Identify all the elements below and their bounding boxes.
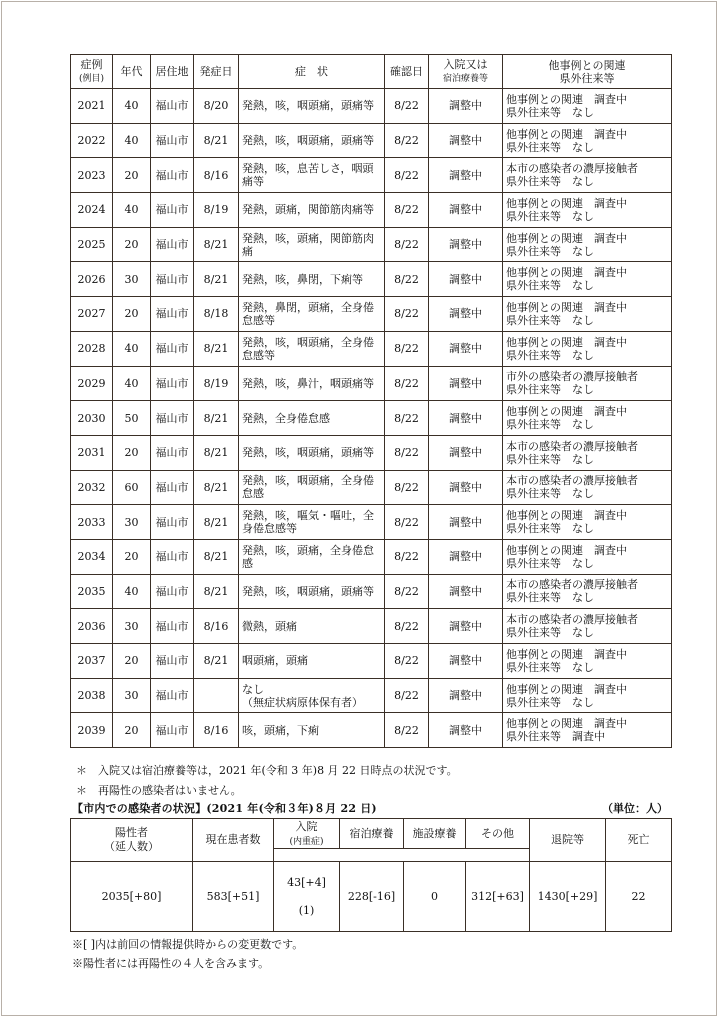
age-cell: 50	[113, 401, 151, 436]
residence-cell: 福山市	[151, 539, 194, 574]
travel-line: 県外往来等 調査中	[506, 730, 605, 744]
summary-discharged-value: 1430[+29]	[530, 862, 606, 932]
onset-cell: 8/21	[194, 401, 239, 436]
age-cell: 20	[113, 713, 151, 748]
confirmed-cell: 8/22	[385, 262, 429, 297]
age-cell: 20	[113, 539, 151, 574]
relation-line: 本市の感染者の濃厚接触者	[506, 613, 638, 627]
relation-cell	[503, 262, 672, 297]
summary-unit: （単位：人）	[602, 802, 668, 815]
case-id-cell: 2039	[71, 713, 113, 748]
symptoms-cell: 発熱，咳，頭痛，全身倦怠感	[239, 539, 385, 574]
status-cell: 調整中	[429, 158, 503, 193]
onset-cell: 8/21	[194, 262, 239, 297]
onset-cell: 8/19	[194, 193, 239, 228]
symptoms-cell: 発熱，咳，頭痛，関節筋肉痛	[239, 227, 385, 262]
summary-inpatient-value: 43[+4] (1)	[274, 862, 340, 932]
status-cell: 調整中	[429, 644, 503, 679]
status-cell: 調整中	[429, 262, 503, 297]
relation-line: 他事例との関連 調査中	[506, 231, 627, 245]
travel-line: 県外往来等 なし	[506, 522, 594, 536]
relation-cell	[503, 470, 672, 505]
symptoms-cell: 発熱，咳，息苦しさ，咽頭痛等	[239, 158, 385, 193]
onset-cell: 8/21	[194, 470, 239, 505]
relation-line: 他事例との関連 調査中	[506, 682, 627, 696]
case-id-cell: 2035	[71, 574, 113, 609]
table-row	[71, 609, 672, 644]
table-row	[71, 539, 672, 574]
relation-cell	[503, 678, 672, 713]
travel-line: 県外往来等 なし	[506, 209, 594, 223]
relation-cell	[503, 401, 672, 436]
header-hospitalization: 入院又は 宿泊療養等	[429, 55, 503, 89]
relation-cell	[503, 331, 672, 366]
relation-cell	[503, 123, 672, 158]
confirmed-cell: 8/22	[385, 331, 429, 366]
header-onset: 発症日	[194, 55, 239, 89]
table-row	[71, 193, 672, 228]
symptoms-cell: 発熱，咳，咽頭痛，頭痛等	[239, 123, 385, 158]
relation-cell	[503, 366, 672, 401]
age-cell: 40	[113, 193, 151, 228]
summary-header-facility: 施設療養	[404, 819, 466, 849]
table-row	[71, 678, 672, 713]
summary-header-current: 現在患者数	[193, 819, 274, 862]
confirmed-cell: 8/22	[385, 505, 429, 540]
confirmed-cell: 8/22	[385, 227, 429, 262]
relation-line: 他事例との関連 調査中	[506, 127, 627, 141]
footer-note: ※[ ]内は前回の情報提供時からの変更数です。	[72, 938, 304, 951]
residence-cell: 福山市	[151, 435, 194, 470]
travel-line: 県外往来等 なし	[506, 175, 594, 189]
summary-header-inpatient: 入院 (内重症)	[274, 819, 340, 849]
travel-line: 県外往来等 なし	[506, 348, 594, 362]
summary-facility-value: 0	[404, 862, 466, 932]
residence-cell: 福山市	[151, 644, 194, 679]
confirmed-cell: 8/22	[385, 644, 429, 679]
summary-death-value: 22	[606, 862, 672, 932]
confirmed-cell: 8/22	[385, 366, 429, 401]
cases-table-body	[71, 89, 672, 748]
relation-line: 他事例との関連 調査中	[506, 300, 627, 314]
symptoms-cell: 発熱，咳，咽頭痛，全身倦怠感	[239, 470, 385, 505]
symptoms-cell: なし （無症状病原体保有者）	[239, 678, 385, 713]
case-id-cell: 2033	[71, 505, 113, 540]
travel-line: 県外往来等 なし	[506, 452, 594, 466]
case-id-cell: 2036	[71, 609, 113, 644]
age-cell: 30	[113, 505, 151, 540]
status-cell: 調整中	[429, 539, 503, 574]
onset-cell: 8/21	[194, 644, 239, 679]
confirmed-cell: 8/22	[385, 470, 429, 505]
relation-cell	[503, 158, 672, 193]
status-cell: 調整中	[429, 193, 503, 228]
relation-line: 本市の感染者の濃厚接触者	[506, 578, 638, 592]
travel-line: 県外往来等 なし	[506, 244, 594, 258]
age-cell: 40	[113, 123, 151, 158]
age-cell: 30	[113, 678, 151, 713]
residence-cell: 福山市	[151, 678, 194, 713]
summary-header-lodging: 宿泊療養	[340, 819, 404, 849]
age-cell: 20	[113, 644, 151, 679]
relation-cell	[503, 227, 672, 262]
residence-cell: 福山市	[151, 123, 194, 158]
age-cell: 40	[113, 89, 151, 124]
case-id-cell: 2023	[71, 158, 113, 193]
relation-cell	[503, 505, 672, 540]
onset-cell: 8/21	[194, 227, 239, 262]
symptoms-cell: 発熱，咳，鼻閉，下痢等	[239, 262, 385, 297]
case-id-cell: 2031	[71, 435, 113, 470]
summary-table	[70, 818, 672, 932]
confirmed-cell: 8/22	[385, 539, 429, 574]
header-residence: 居住地	[151, 55, 194, 89]
header-relation: 他事例との関連 県外往来等	[503, 55, 672, 89]
footer-note: ※陽性者には再陽性の４人を含みます。	[72, 957, 270, 970]
document-page	[1, 1, 717, 1016]
onset-cell: 8/21	[194, 574, 239, 609]
symptoms-cell: 発熱，咳，咽頭痛，頭痛等	[239, 435, 385, 470]
onset-cell: 8/21	[194, 505, 239, 540]
confirmed-cell: 8/22	[385, 678, 429, 713]
onset-cell: 8/21	[194, 539, 239, 574]
relation-line: 本市の感染者の濃厚接触者	[506, 162, 638, 176]
case-id-cell: 2024	[71, 193, 113, 228]
age-cell: 40	[113, 574, 151, 609]
table-row	[71, 470, 672, 505]
relation-line: 本市の感染者の濃厚接触者	[506, 474, 638, 488]
onset-cell: 8/16	[194, 158, 239, 193]
age-cell: 30	[113, 262, 151, 297]
relation-cell	[503, 89, 672, 124]
relation-line: 他事例との関連 調査中	[506, 266, 627, 280]
travel-line: 県外往来等 なし	[506, 556, 594, 570]
residence-cell: 福山市	[151, 193, 194, 228]
travel-line: 県外往来等 なし	[506, 383, 594, 397]
age-cell: 20	[113, 435, 151, 470]
relation-line: 本市の感染者の濃厚接触者	[506, 439, 638, 453]
status-cell: 調整中	[429, 609, 503, 644]
relation-line: 他事例との関連 調査中	[506, 405, 627, 419]
travel-line: 県外往来等 なし	[506, 660, 594, 674]
table-row	[71, 227, 672, 262]
table-row	[71, 366, 672, 401]
table-row	[71, 297, 672, 332]
status-cell: 調整中	[429, 227, 503, 262]
summary-lodging-value: 228[-16]	[340, 862, 404, 932]
summary-header-death: 死亡	[606, 819, 672, 862]
case-id-cell: 2026	[71, 262, 113, 297]
symptoms-cell: 咳，頭痛，下痢	[239, 713, 385, 748]
age-cell: 60	[113, 470, 151, 505]
residence-cell: 福山市	[151, 227, 194, 262]
residence-cell: 福山市	[151, 574, 194, 609]
relation-line: 他事例との関連 調査中	[506, 717, 627, 731]
status-cell: 調整中	[429, 331, 503, 366]
confirmed-cell: 8/22	[385, 401, 429, 436]
status-cell: 調整中	[429, 505, 503, 540]
relation-line: 市外の感染者の濃厚接触者	[506, 370, 638, 384]
residence-cell: 福山市	[151, 262, 194, 297]
residence-cell: 福山市	[151, 331, 194, 366]
summary-current-value: 583[+51]	[193, 862, 274, 932]
status-cell: 調整中	[429, 713, 503, 748]
confirmed-cell: 8/22	[385, 609, 429, 644]
summary-positive-value: 2035[+80]	[71, 862, 193, 932]
case-id-cell: 2025	[71, 227, 113, 262]
case-id-cell: 2028	[71, 331, 113, 366]
age-cell: 40	[113, 366, 151, 401]
table-row	[71, 89, 672, 124]
residence-cell: 福山市	[151, 158, 194, 193]
footer-notes	[72, 935, 303, 973]
residence-cell: 福山市	[151, 470, 194, 505]
table-row	[71, 644, 672, 679]
status-cell: 調整中	[429, 435, 503, 470]
note-item: ＊ 再陽性の感染者はいません。	[76, 784, 242, 797]
onset-cell: 8/19	[194, 366, 239, 401]
age-cell: 40	[113, 331, 151, 366]
relation-line: 他事例との関連 調査中	[506, 647, 627, 661]
residence-cell: 福山市	[151, 609, 194, 644]
relation-cell	[503, 574, 672, 609]
table-row	[71, 262, 672, 297]
status-cell: 調整中	[429, 470, 503, 505]
cases-table	[70, 54, 672, 748]
travel-line: 県外往来等 なし	[506, 313, 594, 327]
onset-cell: 8/21	[194, 331, 239, 366]
travel-line: 県外往来等 なし	[506, 591, 594, 605]
relation-line: 他事例との関連 調査中	[506, 543, 627, 557]
age-cell: 20	[113, 227, 151, 262]
table-row	[71, 331, 672, 366]
table-row	[71, 713, 672, 748]
travel-line: 県外往来等 なし	[506, 487, 594, 501]
symptoms-cell: 発熱，咳，咽頭痛，全身倦怠感等	[239, 331, 385, 366]
table-header-row	[71, 55, 672, 89]
header-case: 症例 (例目)	[71, 55, 113, 89]
travel-line: 県外往来等 なし	[506, 279, 594, 293]
table-row	[71, 574, 672, 609]
relation-cell	[503, 193, 672, 228]
relation-cell	[503, 297, 672, 332]
onset-cell: 8/16	[194, 609, 239, 644]
relation-line: 他事例との関連 調査中	[506, 509, 627, 523]
residence-cell: 福山市	[151, 366, 194, 401]
status-cell: 調整中	[429, 678, 503, 713]
age-cell: 30	[113, 609, 151, 644]
confirmed-cell: 8/22	[385, 713, 429, 748]
confirmed-cell: 8/22	[385, 435, 429, 470]
onset-cell: 8/21	[194, 123, 239, 158]
summary-header-other: その他	[466, 819, 530, 849]
relation-line: 他事例との関連 調査中	[506, 92, 627, 106]
case-id-cell: 2032	[71, 470, 113, 505]
symptoms-cell: 咽頭痛，頭痛	[239, 644, 385, 679]
relation-cell	[503, 435, 672, 470]
confirmed-cell: 8/22	[385, 89, 429, 124]
case-id-cell: 2029	[71, 366, 113, 401]
symptoms-cell: 発熱，咳，咽頭痛，頭痛等	[239, 574, 385, 609]
symptoms-cell: 発熱，全身倦怠感	[239, 401, 385, 436]
residence-cell: 福山市	[151, 89, 194, 124]
table-row	[71, 158, 672, 193]
case-id-cell: 2030	[71, 401, 113, 436]
case-id-cell: 2027	[71, 297, 113, 332]
confirmed-cell: 8/22	[385, 574, 429, 609]
age-cell: 20	[113, 158, 151, 193]
table-row	[71, 123, 672, 158]
status-cell: 調整中	[429, 401, 503, 436]
residence-cell: 福山市	[151, 297, 194, 332]
onset-cell: 8/16	[194, 713, 239, 748]
symptoms-cell: 発熱，頭痛，関節筋肉痛等	[239, 193, 385, 228]
confirmed-cell: 8/22	[385, 297, 429, 332]
header-age: 年代	[113, 55, 151, 89]
case-id-cell: 2022	[71, 123, 113, 158]
travel-line: 県外往来等 なし	[506, 105, 594, 119]
travel-line: 県外往来等 なし	[506, 695, 594, 709]
status-cell: 調整中	[429, 123, 503, 158]
table-row	[71, 435, 672, 470]
confirmed-cell: 8/22	[385, 123, 429, 158]
status-cell: 調整中	[429, 297, 503, 332]
case-id-cell: 2037	[71, 644, 113, 679]
status-cell: 調整中	[429, 574, 503, 609]
onset-cell: 8/21	[194, 435, 239, 470]
onset-cell	[194, 678, 239, 713]
symptoms-cell: 発熱，鼻閉，頭痛，全身倦怠感等	[239, 297, 385, 332]
onset-cell: 8/18	[194, 297, 239, 332]
summary-values-row	[71, 862, 672, 932]
symptoms-cell: 微熱，頭痛	[239, 609, 385, 644]
travel-line: 県外往来等 なし	[506, 418, 594, 432]
note-item: ＊ 入院又は宿泊療養等は，2021 年(令和 3 年)8 月 22 日時点の状況です。	[76, 764, 458, 777]
table-notes	[76, 761, 458, 801]
summary-header-discharged: 退院等	[530, 819, 606, 862]
relation-cell	[503, 539, 672, 574]
travel-line: 県外往来等 なし	[506, 140, 594, 154]
table-row	[71, 505, 672, 540]
header-symptoms: 症 状	[239, 55, 385, 89]
case-id-cell: 2034	[71, 539, 113, 574]
symptoms-cell: 発熱，咳，鼻汁，咽頭痛等	[239, 366, 385, 401]
status-cell: 調整中	[429, 89, 503, 124]
age-cell: 20	[113, 297, 151, 332]
summary-title: 【市内での感染者の状況】(2021 年(令和３年)８月 22 日)	[72, 802, 377, 815]
relation-cell	[503, 713, 672, 748]
relation-line: 他事例との関連 調査中	[506, 335, 627, 349]
header-confirmed: 確認日	[385, 55, 429, 89]
relation-cell	[503, 644, 672, 679]
symptoms-cell: 発熱，咳，咽頭痛，頭痛等	[239, 89, 385, 124]
case-id-cell: 2021	[71, 89, 113, 124]
summary-other-value: 312[+63]	[466, 862, 530, 932]
residence-cell: 福山市	[151, 713, 194, 748]
confirmed-cell: 8/22	[385, 193, 429, 228]
travel-line: 県外往来等 なし	[506, 626, 594, 640]
confirmed-cell: 8/22	[385, 158, 429, 193]
residence-cell: 福山市	[151, 401, 194, 436]
residence-cell: 福山市	[151, 505, 194, 540]
status-cell: 調整中	[429, 366, 503, 401]
onset-cell: 8/20	[194, 89, 239, 124]
summary-header-positive: 陽性者 （延人数）	[71, 819, 193, 862]
table-row	[71, 401, 672, 436]
relation-line: 他事例との関連 調査中	[506, 196, 627, 210]
relation-cell	[503, 609, 672, 644]
case-id-cell: 2038	[71, 678, 113, 713]
symptoms-cell: 発熱，咳，嘔気・嘔吐，全身倦怠感等	[239, 505, 385, 540]
